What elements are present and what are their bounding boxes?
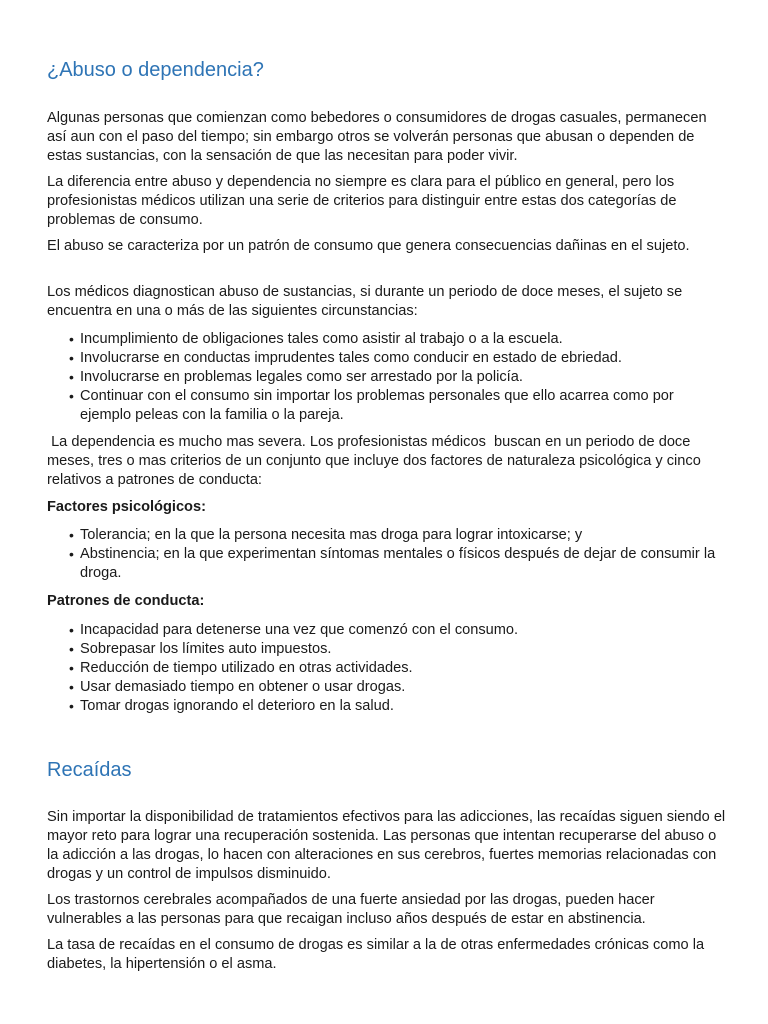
paragraph-text: Algunas personas que comienzan como bebedores o consumidores de drogas casuales, permanecen así aun con el paso del tiempo; sin embargo otros se volverán personas que abusan o dependen de estas sustancias, con la sensación de que las necesitan para poder vivir. xyxy=(47,110,707,164)
bullet-icon: • xyxy=(69,546,74,562)
paragraph-text: Sin importar la disponibilidad de tratamientos efectivos para las adicciones, las recaídas siguen siendo el mayor reto para lograr una recuperación sostenida. Las personas que intentan recuperarse del abuso o la adicción a las drogas, lo hacen con alteraciones en sus cerebros, fuertes memorias relacionadas con drogas y un control de impulsos disminuido. xyxy=(47,809,726,882)
list-item xyxy=(47,621,727,640)
list-item xyxy=(47,678,727,697)
label-patrones-conducta xyxy=(47,592,727,611)
bullet-list-patrones xyxy=(47,621,727,716)
bullet-icon: • xyxy=(69,350,74,366)
list-item-text: Continuar con el consumo sin importar los problemas personales que ello acarrea como por ejemplo peleas con la familia o la pareja. xyxy=(80,388,674,423)
paragraph-diferencia xyxy=(47,173,727,230)
paragraph-intro xyxy=(47,109,727,166)
list-item-text: Sobrepasar los límites auto impuestos. xyxy=(80,641,332,657)
label-factores-psicologicos xyxy=(47,498,727,517)
list-item-text: Incapacidad para detenerse una vez que comenzó con el consumo. xyxy=(80,622,519,638)
paragraph-trastornos xyxy=(47,891,727,929)
bullet-icon: • xyxy=(69,660,74,676)
list-item xyxy=(47,368,727,387)
bullet-icon: • xyxy=(69,622,74,638)
bullet-icon: • xyxy=(69,388,74,404)
list-item-text: Reducción de tiempo utilizado en otras actividades. xyxy=(80,660,413,676)
bullet-icon: • xyxy=(69,527,74,543)
bullet-list-factores xyxy=(47,526,727,583)
paragraph-text: Los médicos diagnostican abuso de sustancias, si durante un periodo de doce meses, el sujeto se encuentra en una o más de las siguientes circunstancias: xyxy=(47,284,683,319)
list-item xyxy=(47,387,727,425)
list-item-text: Usar demasiado tiempo en obtener o usar drogas. xyxy=(80,679,406,695)
list-item-text: Involucrarse en problemas legales como ser arrestado por la policía. xyxy=(80,369,523,385)
label-text: Patrones de conducta: xyxy=(47,593,205,609)
list-item-text: Incumplimiento de obligaciones tales como asistir al trabajo o a la escuela. xyxy=(80,331,563,347)
bullet-icon: • xyxy=(69,698,74,714)
bullet-icon: • xyxy=(69,679,74,695)
list-item-text: Involucrarse en conductas imprudentes tales como conducir en estado de ebriedad. xyxy=(80,350,622,366)
list-item xyxy=(47,349,727,368)
paragraph-tasa-recaidas xyxy=(47,936,727,974)
list-item-text: Tolerancia; en la que la persona necesita mas droga para lograr intoxicarse; y xyxy=(80,527,583,543)
paragraph-diagnostico xyxy=(47,283,727,321)
list-item xyxy=(47,659,727,678)
bullet-icon: • xyxy=(69,641,74,657)
heading-recaidas: Recaídas xyxy=(47,759,132,781)
paragraph-abuso xyxy=(47,237,727,256)
list-item xyxy=(47,330,727,349)
list-item xyxy=(47,526,727,545)
bullet-icon: • xyxy=(69,331,74,347)
paragraph-dependencia xyxy=(47,433,727,490)
list-item xyxy=(47,640,727,659)
paragraph-recaidas-intro xyxy=(47,808,727,884)
list-item xyxy=(47,697,727,716)
paragraph-text: Los trastornos cerebrales acompañados de una fuerte ansiedad por las drogas, pueden hacer vulnerables a las personas para que recaigan incluso años después de estar en abstinencia. xyxy=(47,892,655,927)
label-text: Factores psicológicos: xyxy=(47,499,206,515)
paragraph-text: La diferencia entre abuso y dependencia no siempre es clara para el público en general, pero los profesionistas médicos utilizan una serie de criterios para distinguir entre estas dos categorías de problemas de consumo. xyxy=(47,174,677,228)
list-item xyxy=(47,545,727,583)
bullet-list-circunstancias xyxy=(47,330,727,425)
paragraph-text: La dependencia es mucho mas severa. Los profesionistas médicos buscan en un periodo de doce meses, tres o mas criterios de un conjunto que incluye dos factores de naturaleza psicológica y cinco relativos a patrones de conducta: xyxy=(47,434,705,488)
paragraph-text: La tasa de recaídas en el consumo de drogas es similar a la de otras enfermedades crónicas como la diabetes, la hipertensión o el asma. xyxy=(47,937,705,972)
heading-abuso-dependencia: ¿Abuso o dependencia? xyxy=(47,59,264,81)
paragraph-text: El abuso se caracteriza por un patrón de consumo que genera consecuencias dañinas en el sujeto. xyxy=(47,238,690,254)
list-item-text: Tomar drogas ignorando el deterioro en la salud. xyxy=(80,698,394,714)
bullet-icon: • xyxy=(69,369,74,385)
list-item-text: Abstinencia; en la que experimentan síntomas mentales o físicos después de dejar de consumir la droga. xyxy=(80,546,716,581)
